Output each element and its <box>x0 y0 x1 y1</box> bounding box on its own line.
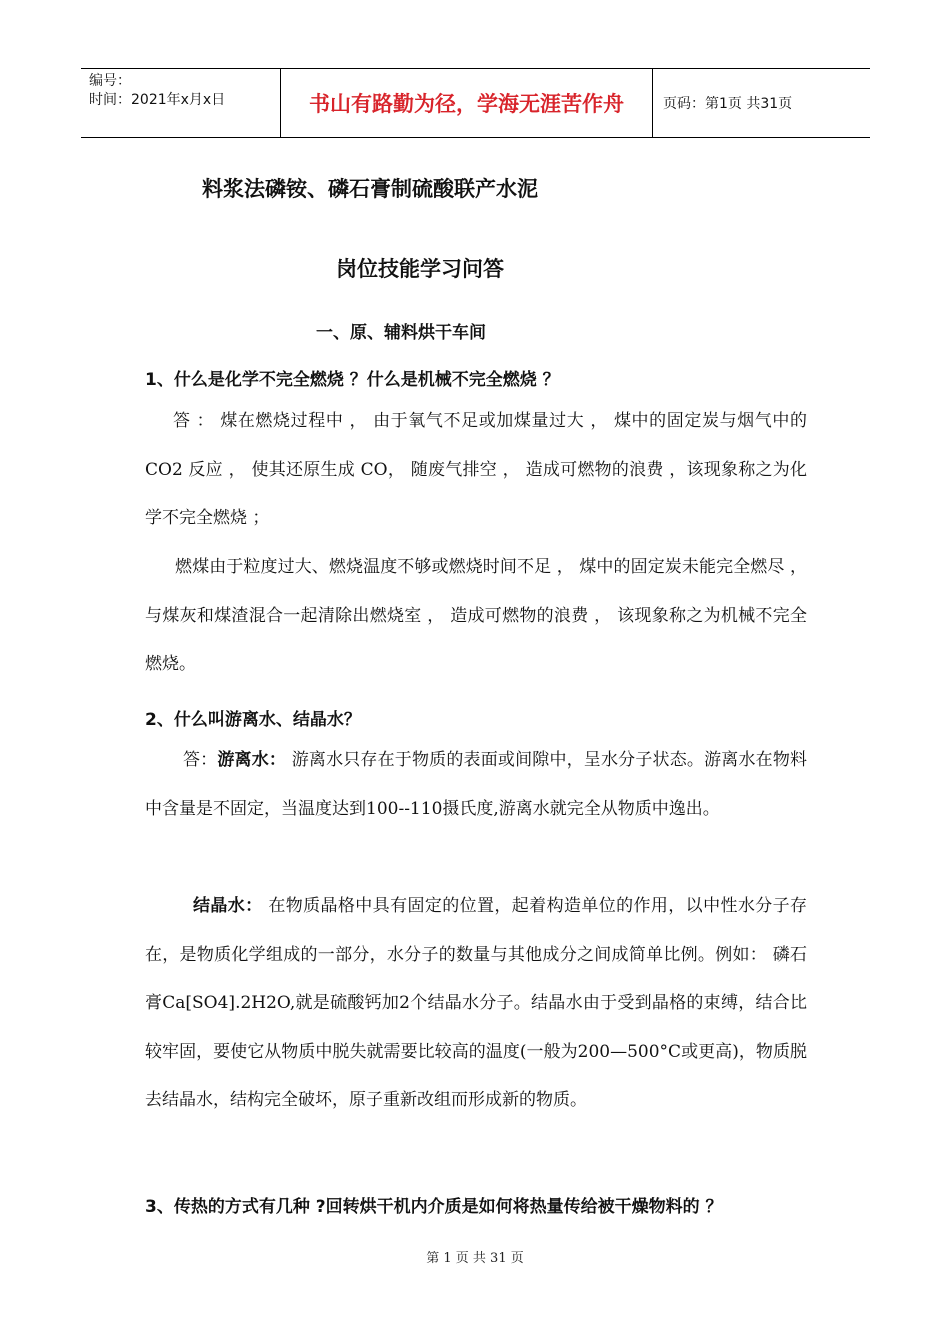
time-label: 时间：2021年x月x日 <box>89 92 226 108</box>
question-2: 2、什么叫游离水、结晶水？ <box>145 710 361 730</box>
document-header <box>81 68 870 138</box>
question-3: 3、传热的方式有几种 ?回转烘干机内介质是如何将热量传给被干燥物料的 ？ <box>145 1197 723 1217</box>
title-line1: 料浆法磷铵、磷石膏制硫酸联产水泥 <box>202 177 538 201</box>
answer-1-paragraph-1: 答 ： 煤在燃烧过程中 ， 由于氧气不足或加煤量过大 ， 煤中的固定炭与烟气中的 CO2 反应 ， 使其还原生成 CO， 随废气排空 ， 造成可燃物的浪费 ，该现象称之为化学不完全燃烧 ； <box>145 411 807 528</box>
free-water-text: 游离水只存在于物质的表面或间隙中，呈水分子状态。游离水在物料中含量是不固定，当温度达到100--110摄氏度,游离水就完全从物质中逸出。 <box>145 750 808 819</box>
header-motto: 书山有路勤为径，学海无涯苦作舟 <box>281 69 653 137</box>
header-page-info: 页码：第1页 共31页 <box>663 96 793 112</box>
answer-2-paragraph-1 <box>145 736 807 833</box>
crystal-water-text: 在物质晶格中具有固定的位置，起着构造单位的作用，以中性水分子存在，是物质化学组成的一部分，水分子的数量与其他成分之间成简单比例。例如： 磷石膏Ca[SO4].2H2O,就是硫酸钙加2个结晶水分子。结晶水由于受到晶格的束缚，结合比较牢固，要使它从物质中脱失就需要比较高的温度(一般为200—500°C或更高)，物质脱去结晶水，结构完全破坏，原子重新改组而形成新的物质。 <box>145 896 808 1110</box>
code-label: 编号： <box>89 73 131 89</box>
question-1: 1、什么是化学不完全燃烧 ？什么是机械不完全燃烧 ？ <box>145 370 560 390</box>
title-line2: 岗位技能学习问答 <box>336 257 504 281</box>
answer-prefix: 答： <box>183 750 218 770</box>
section-title: 一、原、辅料烘干车间 <box>316 323 486 343</box>
term-free-water: 游离水： <box>217 750 287 770</box>
term-crystal-water: 结晶水： <box>193 896 263 916</box>
page-footer: 第 1 页 共 31 页 <box>426 1251 524 1266</box>
answer-1-paragraph-2: 燃煤由于粒度过大、燃烧温度不够或燃烧时间不足 ， 煤中的固定炭未能完全燃尽 ， 与煤灰和煤渣混合一起清除出燃烧室 ， 造成可燃物的浪费 ， 该现象称之为机械不完全燃烧。 <box>145 557 807 674</box>
header-meta <box>81 69 281 137</box>
answer-2-paragraph-2 <box>145 882 807 1125</box>
